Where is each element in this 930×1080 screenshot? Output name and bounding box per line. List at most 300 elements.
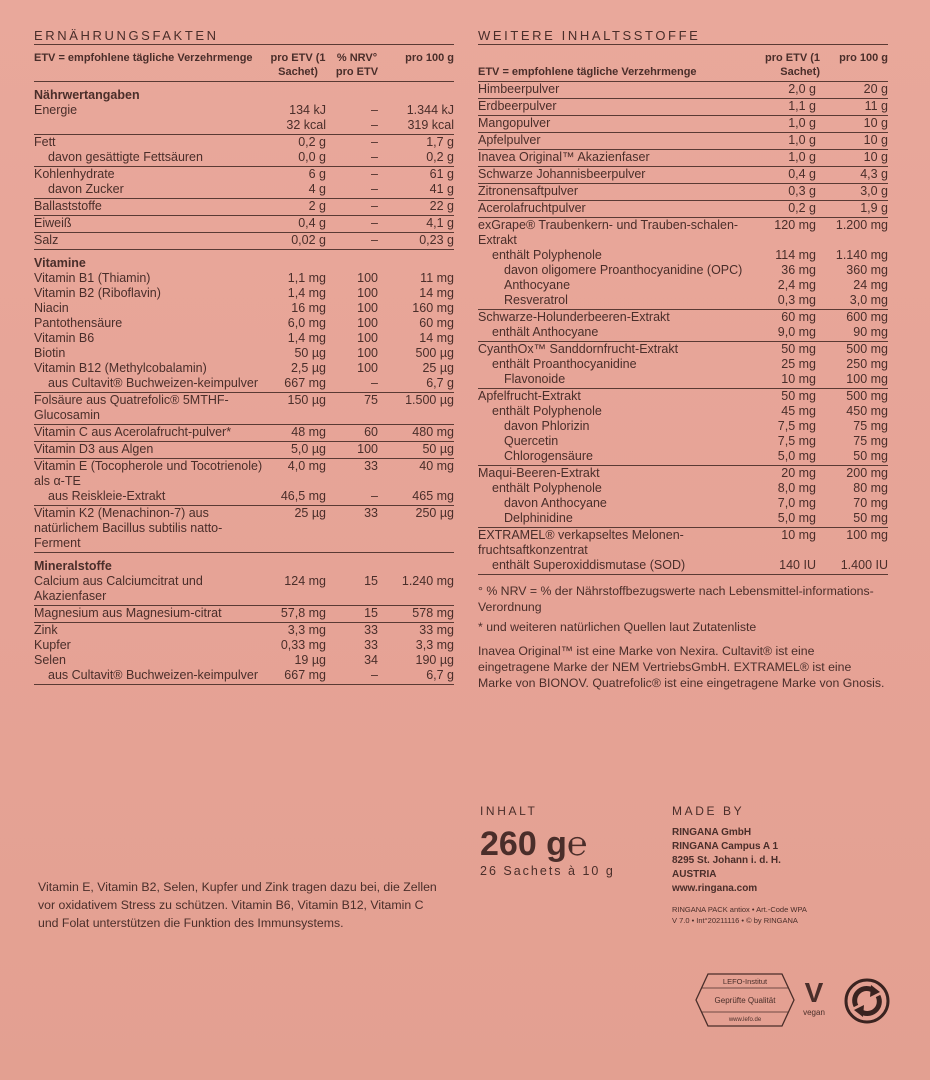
table-row [34,489,454,506]
nutrient-name: Magnesium aus Magnesium-citrat [34,606,266,623]
table-row [478,449,888,466]
nutrient-name: Selen [34,653,66,667]
value-per-100g: 40 mg [419,459,454,473]
value-per-100g: 600 mg [846,310,888,324]
value-nrv: 75 [330,393,384,425]
value-per-100g: 50 mg [820,449,888,466]
etv-definition-right: ETV = empfohlene tägliche Verzehrmenge [478,51,754,82]
content-info [480,804,615,878]
table-row [34,361,454,376]
ingredient-name: Chlorogensäure [478,449,754,466]
vegan-v-icon: V [804,977,824,1008]
value-per-etv: 25 µg [266,506,330,553]
ingredient-name: enthält Anthocyane [478,325,754,342]
nutrient-name: Vitamin B12 (Methylcobalamin) [34,361,207,375]
lefo-seal-icon [694,970,796,1030]
value-per-etv: 1,1 g [754,99,820,116]
value-nrv: – [330,489,384,506]
ingredient-name: Schwarze-Holunderbeeren-Extrakt [478,310,670,324]
value-per-100g: 50 µg [384,442,454,459]
value-per-etv: 0,4 g [266,216,330,233]
value-per-100g: 10 g [820,133,888,150]
value-per-100g: 20 g [820,82,888,99]
value-per-etv: 48 mg [266,425,330,442]
table-row [34,216,454,233]
table-row [478,434,888,449]
ingredient-name: Apfelpulver [478,133,754,150]
table-row [478,184,888,201]
trademark-note: Inavea Original™ ist eine Marke von Nexira. Cultavit® ist eine eingetragene Marke der NEM VertriebsGmbH. EXTRAMEL® ist eine Marke von BIONOV. Quatrefolic® ist eine eingetragene Marke von Gnosis. [478,644,885,690]
value-per-100g: 75 mg [853,419,888,433]
value-per-100g: 1.200 mg [835,218,888,232]
table-row [34,286,454,301]
value-per-etv: 1,0 g [754,133,820,150]
value-per-etv: 140 IU [754,558,820,575]
value-nrv: – [330,199,384,216]
ingredient-name: enthält Polyphenole [492,248,602,262]
other-ingredients-section [478,28,888,695]
value-per-etv: 5,0 mg [754,449,820,466]
value-nrv: 100 [357,301,378,315]
table-row [478,293,888,310]
lefo-top-text: LEFO-Institut [722,977,768,986]
table-row [478,496,888,511]
value-per-100g: 465 mg [384,489,454,506]
nutrient-name: davon Zucker [34,182,266,199]
value-nrv: – [330,182,384,199]
ingredient-name: davon Anthocyane [504,496,607,510]
value-per-100g: 6,7 g [384,376,454,393]
ingredient-name: enthält Proanthocyanidine [492,357,637,371]
table-row [478,528,888,559]
value-per-etv: 6 g [308,167,326,181]
value-per-etv: 60 mg [781,310,816,324]
value-per-100g: 190 µg [415,653,454,667]
nutrition-table [34,51,454,685]
value-nrv: 100 [330,442,384,459]
ingredient-name: Flavonoide [478,372,754,389]
table-row [478,558,888,575]
value-nrv: – [371,135,378,149]
table-row [478,82,888,99]
ingredient-name: Resveratrol [478,293,754,310]
ingredients-table [478,51,888,575]
value-nrv: – [330,233,384,250]
table-row [34,506,454,553]
value-nrv: 34 [364,653,378,667]
table-row [478,133,888,150]
table-row [34,150,454,167]
value-per-100g: 500 mg [846,389,888,403]
table-row [478,372,888,389]
nutrient-name: Vitamin E (Tocopherole und Tocotrienole) als α-TE [34,459,263,488]
value-per-etv: 7,5 mg [777,434,816,448]
value-nrv: 100 [357,271,378,285]
nutrient-name: Vitamin B1 (Thiamin) [34,271,151,285]
value-per-100g: 3,3 mg [415,638,454,652]
value-per-100g: 319 kcal [384,118,454,135]
table-row [34,233,454,250]
value-per-etv: 6,0 mg [287,316,326,330]
value-per-etv: 2,0 g [754,82,820,99]
table-row [34,103,454,118]
inhalt-label: INHALT [480,804,538,818]
col-per-100g-right: pro 100 g [820,51,888,82]
value-per-etv: 1,4 mg [287,331,326,345]
lefo-mid-text: Geprüfte Qualität [714,996,776,1005]
table-row [478,357,888,372]
value-per-100g: 4,1 g [384,216,454,233]
table-row [34,331,454,346]
article-code: RINGANA PACK antiox • Art.-Code WPA [672,905,807,914]
value-per-100g: 1.140 mg [835,248,888,262]
manufacturer-line: 8295 St. Johann i. d. H. [672,855,781,866]
footnotes [478,583,888,691]
value-per-etv: 2 g [266,199,330,216]
nutrient-name: Kupfer [34,638,71,652]
value-per-etv: 1,1 mg [287,271,326,285]
value-per-etv: 20 mg [781,466,816,480]
table-row [478,167,888,184]
value-per-etv: 36 mg [781,263,816,277]
value-per-etv: 150 µg [266,393,330,425]
nutrient-name: Folsäure aus Quatrefolic® 5MTHF-Glucosamin [34,393,266,425]
value-per-100g: 450 mg [846,404,888,418]
vegan-label: vegan [803,1008,825,1017]
value-per-etv: 0,2 g [298,135,326,149]
table-row [478,511,888,528]
nutrient-group-heading [34,250,454,272]
value-per-etv: 7,5 mg [777,419,816,433]
ingredients-table-body [478,82,888,575]
nutrient-name: Niacin [34,301,69,315]
value-per-100g: 0,2 g [384,150,454,167]
value-per-100g: 1.400 IU [820,558,888,575]
value-nrv: 100 [357,316,378,330]
table-row [478,310,888,326]
value-per-100g: 100 mg [820,372,888,389]
value-per-etv: 0,2 g [754,201,820,218]
value-per-etv: 32 kcal [266,118,330,135]
value-nrv: – [330,376,384,393]
table-row [34,301,454,316]
table-row [34,638,454,653]
value-per-100g: 578 mg [384,606,454,623]
value-per-100g: 1.344 kJ [406,103,454,117]
table-row [34,376,454,393]
value-per-100g: 14 mg [419,331,454,345]
value-per-100g: 22 g [384,199,454,216]
value-per-etv: 46,5 mg [266,489,330,506]
nutrient-name: Ballaststoffe [34,199,266,216]
nutrition-facts-title: ERNÄHRUNGSFAKTEN [34,28,454,45]
value-nrv: 33 [330,506,384,553]
table-row [34,167,454,183]
nutrient-name: Calcium aus Calciumcitrat und Akazienfaser [34,574,266,606]
value-nrv: 33 [364,638,378,652]
ingredient-name: Inavea Original™ Akazienfaser [478,150,754,167]
other-ingredients-title: WEITERE INHALTSSTOFFE [478,28,888,45]
sachet-count: 26 Sachets à 10 g [480,864,615,878]
value-nrv: 33 [364,623,378,637]
table-row [478,248,888,263]
nutrient-name: Zink [34,623,58,637]
value-per-etv: 50 mg [781,389,816,403]
value-per-100g: 80 mg [853,481,888,495]
value-nrv: 100 [357,331,378,345]
etv-definition: ETV = empfohlene tägliche Verzehrmenge [34,51,266,82]
recycling-icon [844,978,890,1029]
value-per-100g: 0,23 g [384,233,454,250]
table-row [478,263,888,278]
table-row [34,393,454,425]
nutrient-name: aus Reiskleie-Extrakt [34,489,266,506]
value-per-etv: 124 mg [266,574,330,606]
manufacturer-line: RINGANA Campus A 1 [672,841,779,852]
value-per-100g: 50 mg [820,511,888,528]
ingredient-name: Apfelfrucht-Extrakt [478,389,581,403]
group-title: Nährwertangaben [34,88,140,102]
ingredient-name: Delphinidine [478,511,754,528]
ingredient-name: enthält Polyphenole [492,404,602,418]
nutrient-name: Kohlenhydrate [34,167,115,181]
nutrient-name: Energie [34,103,78,117]
value-per-100g: 70 mg [853,496,888,510]
value-per-etv: 4,0 mg [287,459,326,473]
value-per-100g: 6,7 g [384,668,454,685]
ingredient-name: enthält Superoxiddismutase (SOD) [478,558,754,575]
value-per-100g: 90 mg [820,325,888,342]
value-per-etv: 0,33 mg [280,638,326,652]
value-per-etv: 114 mg [775,248,816,262]
nutrient-name: Pantothensäure [34,316,123,330]
certification-logos [694,970,894,1030]
version-info: V 7.0 • Int°20211116 • © by RINGANA [672,916,798,925]
table-row [34,118,454,135]
value-per-etv: 4 g [266,182,330,199]
manufacturer-line: AUSTRIA [672,869,717,880]
value-nrv: 60 [330,425,384,442]
vegan-badge [798,978,830,1017]
footnote-nrv: ° % NRV = % der Nährstoffbezugswerte nach Lebensmittel-informations-Verordnung [478,584,874,614]
table-row [34,653,454,668]
ingredient-name: Mangopulver [478,116,754,133]
table-row [34,459,454,490]
value-per-100g: 14 mg [419,286,454,300]
value-per-etv: 8,0 mg [777,481,816,495]
ingredient-name: Anthocyane [504,278,571,292]
nutrient-group-heading [34,82,454,104]
value-per-100g: 61 g [429,167,454,181]
nutrient-group-heading [34,553,454,575]
value-per-etv: 120 mg [774,218,816,232]
value-per-etv: 45 mg [781,404,816,418]
value-per-100g: 1,7 g [426,135,454,149]
table-row [34,316,454,331]
nutrient-name: Eiweiß [34,216,266,233]
nutrient-name: Vitamin B6 [34,331,95,345]
table-row [34,606,454,623]
group-title: Mineralstoffe [34,559,112,573]
table-row [34,182,454,199]
nutrition-table-body [34,82,454,685]
ingredient-name: Maqui-Beeren-Extrakt [478,466,600,480]
ingredient-name: Erdbeerpulver [478,99,754,116]
table-row [478,201,888,218]
value-per-etv: 19 µg [294,653,326,667]
value-per-etv: 2,4 mg [777,278,816,292]
table-row [34,668,454,685]
value-per-etv: 50 mg [781,342,816,356]
value-per-100g: 4,3 g [820,167,888,184]
value-nrv: – [330,668,384,685]
nutrient-name: Vitamin K2 (Menachinon-7) aus natürlichem Bacillus subtilis natto-Ferment [34,506,266,553]
value-per-etv: 16 mg [291,301,326,315]
table-row [478,419,888,434]
table-row [34,623,454,639]
ingredients-table-header [478,51,888,82]
value-per-etv: 5,0 mg [754,511,820,528]
value-nrv: 15 [330,606,384,623]
nutrient-name: Vitamin D3 aus Algen [34,442,266,459]
value-per-100g: 250 µg [384,506,454,553]
table-row [478,481,888,496]
value-per-100g: 3,0 mg [820,293,888,310]
nutrition-table-header [34,51,454,82]
value-per-etv: 2,5 µg [290,361,326,375]
value-nrv: 15 [330,574,384,606]
value-per-etv: 10 mg [781,528,816,542]
lefo-bottom-text: www.lefo.de [728,1017,762,1023]
nutrient-name: aus Cultavit® Buchweizen-keimpulver [34,376,266,393]
value-nrv: 33 [364,459,378,473]
table-row [478,466,888,482]
col-per-etv: pro ETV (1 Sachet) [266,51,330,82]
value-per-100g: 250 mg [846,357,888,371]
table-row [34,271,454,286]
ingredient-name: davon Phlorizin [504,419,590,433]
value-per-100g: 160 mg [412,301,454,315]
manufacturer-info [672,804,807,926]
manufacturer-line: RINGANA GmbH [672,827,752,838]
table-row [34,199,454,216]
value-per-etv: 0,3 mg [754,293,820,310]
net-weight [480,824,615,864]
nutrient-name: Fett [34,135,56,149]
value-per-100g: 100 mg [846,528,888,542]
group-title: Vitamine [34,256,86,270]
value-per-100g: 25 µg [422,361,454,375]
value-per-etv: 0,0 g [266,150,330,167]
value-per-100g: 500 µg [415,346,454,360]
value-per-etv: 9,0 mg [754,325,820,342]
nutrient-name: Salz [34,233,266,250]
table-row [34,574,454,606]
table-row [478,325,888,342]
ingredient-name: Zitronensaftpulver [478,184,754,201]
value-per-100g: 480 mg [384,425,454,442]
value-per-100g: 33 mg [419,623,454,637]
ingredient-name: exGrape® Traubenkern- und Trauben-schalen-Extrakt [478,218,739,247]
value-nrv: – [371,167,378,181]
nutrient-name: davon gesättigte Fettsäuren [34,150,266,167]
value-per-etv: 1,0 g [754,150,820,167]
value-nrv: 100 [357,361,378,375]
value-per-etv: 667 mg [266,668,330,685]
value-per-100g: 11 mg [420,271,454,285]
value-per-etv: 50 µg [294,346,326,360]
value-per-etv: 3,3 mg [287,623,326,637]
ingredient-name: Schwarze Johannisbeerpulver [478,167,754,184]
table-row [34,425,454,442]
value-per-100g: 10 g [820,150,888,167]
ingredient-name: enthält Polyphenole [492,481,602,495]
table-row [478,116,888,133]
value-per-100g: 1.240 mg [384,574,454,606]
value-per-100g: 75 mg [853,434,888,448]
table-row [478,278,888,293]
table-row [478,389,888,405]
value-per-100g: 3,0 g [820,184,888,201]
value-nrv: – [371,103,378,117]
value-per-100g: 10 g [820,116,888,133]
ingredient-name: EXTRAMEL® verkapseltes Melonen-fruchtsaftkonzentrat [478,528,684,557]
value-per-100g: 1.500 µg [384,393,454,425]
table-row [478,99,888,116]
ingredient-name: Himbeerpulver [478,82,754,99]
value-nrv: – [330,118,384,135]
value-per-etv: 7,0 mg [777,496,816,510]
table-row [478,342,888,358]
col-per-etv-right: pro ETV (1 Sachet) [754,51,820,82]
value-per-etv: 5,0 µg [266,442,330,459]
table-row [34,135,454,151]
made-by-label: MADE BY [672,804,745,818]
ingredient-name: CyanthOx™ Sanddornfrucht-Extrakt [478,342,679,356]
nutrition-facts-section [34,28,454,685]
health-claim: Vitamin E, Vitamin B2, Selen, Kupfer und Zink tragen dazu bei, die Zellen vor oxidativem Stress zu schützen. Vitamin B6, Vitamin B12, Vitamin C und Folat unterstützen die Funktion des Immunsystems. [38,880,437,930]
value-per-100g: 60 mg [419,316,454,330]
ingredient-name: davon oligomere Proanthocyanidine (OPC) [504,263,743,277]
value-per-100g: 200 mg [846,466,888,480]
value-per-100g: 360 mg [846,263,888,277]
value-per-100g: 1,9 g [820,201,888,218]
col-per-100g: pro 100 g [384,51,454,82]
nutrient-name: Biotin [34,346,66,360]
value-per-100g: 41 g [384,182,454,199]
table-row [478,150,888,167]
value-nrv: – [330,216,384,233]
table-row [34,442,454,459]
ingredient-name: Acerolafruchtpulver [478,201,754,218]
footnote-asterisk: * und weiteren natürlichen Quellen laut Zutatenliste [478,620,757,634]
value-per-100g: 500 mg [846,342,888,356]
nutrient-name: aus Cultavit® Buchweizen-keimpulver [34,668,266,685]
value-nrv: – [330,150,384,167]
table-row [478,404,888,419]
value-per-etv: 1,4 mg [287,286,326,300]
value-nrv: 100 [357,346,378,360]
net-weight-value: 260 g [480,825,567,863]
value-per-100g: 11 g [820,99,888,116]
ingredient-name: Quercetin [504,434,559,448]
table-row [478,218,888,249]
value-per-100g: 24 mg [853,278,888,292]
value-per-etv: 1,0 g [754,116,820,133]
nutrient-name: Vitamin C aus Acerolafrucht-pulver* [34,425,266,442]
value-per-etv: 0,4 g [754,167,820,184]
e-mark-icon: ℮ [566,825,588,863]
